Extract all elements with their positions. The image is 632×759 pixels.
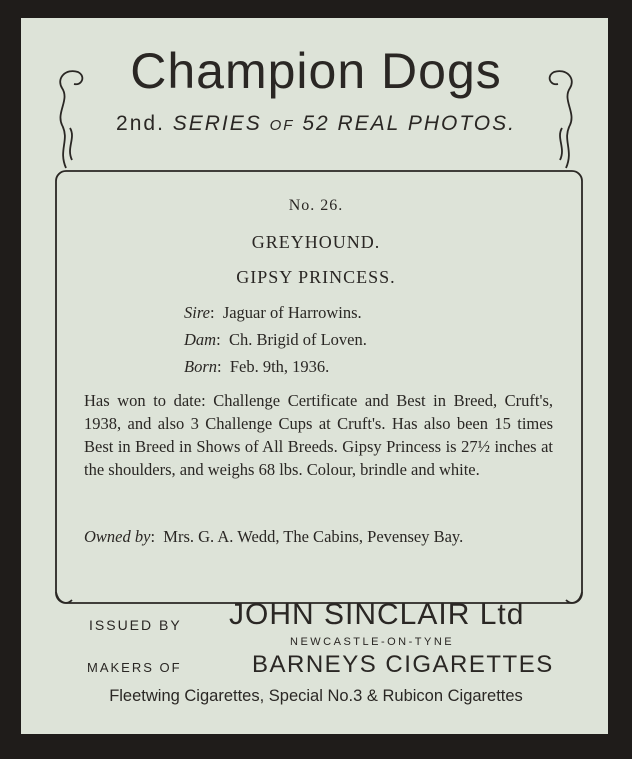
issued-by-label: ISSUED BY <box>89 617 182 633</box>
born-label: Born <box>184 357 217 376</box>
series-of: OF <box>269 117 295 134</box>
dog-name: GIPSY PRINCESS. <box>236 267 396 287</box>
series-word: SERIES <box>172 112 262 135</box>
series-prefix: 2nd. <box>116 112 165 135</box>
born-value: Feb. 9th, 1936. <box>229 357 330 376</box>
dam-value: Ch. Brigid of Loven. <box>228 330 367 349</box>
card-title: Champion Dogs <box>130 43 502 99</box>
brand-name: BARNEYS CIGARETTES <box>252 651 554 678</box>
sire-line: Sire: Jaguar of Harrowins. <box>184 303 362 322</box>
dam-line: Dam: Ch. Brigid of Loven. <box>184 330 367 349</box>
sire-value: Jaguar of Harrowins. <box>222 303 362 322</box>
card-number: No. 26. <box>288 197 344 214</box>
description: Has won to date: Challenge Certificate and Best in Breed, Cruft's, 1938, and also 3 Challenge Cups at Cruft's. Has also been 15 times Best in Breed in Shows of All Breeds. Gipsy Princess is 27½ inches at the shoulders, and weighs 68 lbs. Colour, brindle and white. <box>84 391 553 479</box>
brands-line: Fleetwing Cigarettes, Special No.3 & Rubicon Cigarettes <box>109 687 523 705</box>
dam-label: Dam <box>184 330 217 349</box>
sire-label: Sire <box>184 303 210 322</box>
series-rest: 52 REAL PHOTOS. <box>302 112 516 135</box>
owned-label: Owned by <box>84 527 151 546</box>
makers-of-label: MAKERS OF <box>87 660 182 675</box>
company-name: JOHN SINCLAIR Ltd <box>229 598 525 631</box>
breed-name: GREYHOUND. <box>251 232 381 252</box>
series-line <box>0 112 632 136</box>
owned-line: Owned by: Mrs. G. A. Wedd, The Cabins, Pevensey Bay. <box>84 527 464 546</box>
company-city: NEWCASTLE-ON-TYNE <box>290 636 455 648</box>
owned-value: Mrs. G. A. Wedd, The Cabins, Pevensey Bay. <box>163 527 464 546</box>
born-line: Born: Feb. 9th, 1936. <box>184 357 330 376</box>
